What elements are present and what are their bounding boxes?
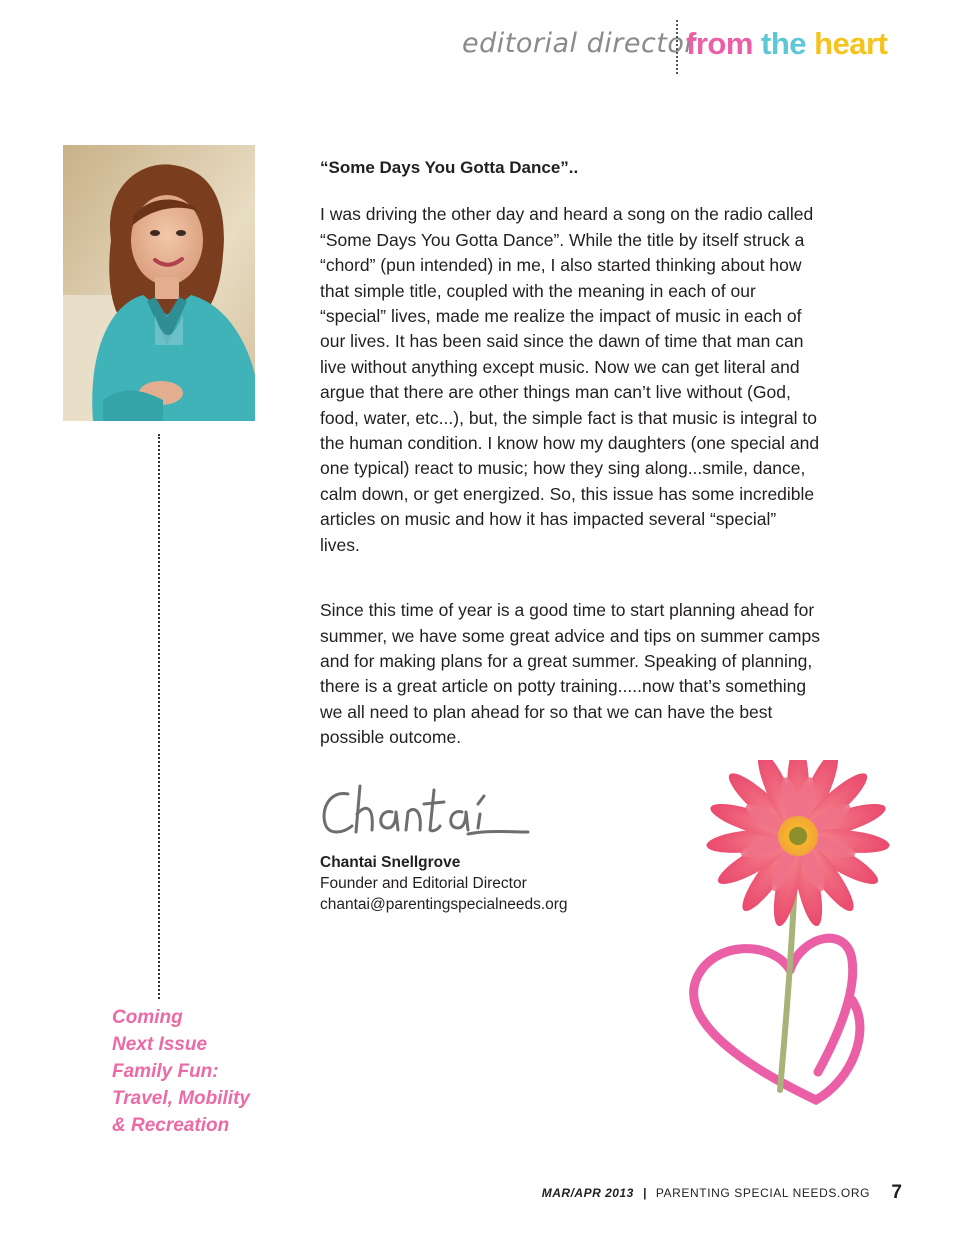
author-email[interactable]: chantai@parentingspecialneeds.org xyxy=(320,896,568,913)
handwritten-signature xyxy=(318,782,538,842)
article-paragraph-1: I was driving the other day and heard a song on the radio called “Some Days You Gotta Dance”. While the title by itself struck a “chord” (pun intended) in me, I also started thinking about how that simple title, coupled with the meaning in each of our “special” lives, made me realize the impact of music in each of our lives. It has been said since the dawn of time that man can live without anything except music. Now we can get literal and argue that there are other things man can’t live without (God, food, water, etc...), but, the simple fact is that music is integral to the human condition. I know how my daughters (one special and one typical) react to music; how they sing along...smile, dance, calm down, or get energized. So, this issue has some incredible articles on music and how it has impacted several “special” lives. xyxy=(320,204,820,555)
coming-next-line: Next Issue xyxy=(112,1034,208,1055)
page-footer xyxy=(542,1182,902,1204)
footer-separator: | xyxy=(643,1186,647,1200)
coming-next-line: Family Fun: xyxy=(112,1061,219,1082)
dotted-divider xyxy=(158,434,160,999)
article-paragraph-2: Since this time of year is a good time to start planning ahead for summer, we have some great advice and tips on summer camps and for making plans for a great summer. Speaking of planning, there is a great article on potty training.....now that’s something we all need to plan ahead for so that we can have the best possible outcome. xyxy=(320,600,820,748)
header-title-part-the: the xyxy=(761,26,815,61)
header-title-part-heart: heart xyxy=(814,26,888,61)
header-title xyxy=(686,26,887,62)
portrait-photo xyxy=(63,145,255,421)
signature-block xyxy=(320,852,568,915)
author-name: Chantai Snellgrove xyxy=(320,854,461,871)
site-name: PARENTING SPECIAL NEEDS.ORG xyxy=(655,1186,871,1200)
issue-date: MAR/APR 2013 xyxy=(541,1186,634,1200)
section-label: editorial director xyxy=(462,28,696,59)
article xyxy=(320,155,820,791)
coming-next-line: & Recreation xyxy=(112,1115,230,1136)
flower-heart-illustration xyxy=(672,760,928,1112)
page-number: 7 xyxy=(891,1182,902,1203)
coming-next-issue xyxy=(112,1004,250,1139)
coming-next-line: Travel, Mobility xyxy=(112,1088,250,1109)
header-title-part-from: from xyxy=(686,26,761,61)
article-title: “Some Days You Gotta Dance”.. xyxy=(320,158,579,177)
author-role: Founder and Editorial Director xyxy=(320,875,527,892)
header-divider xyxy=(676,20,678,74)
coming-next-line: Coming xyxy=(112,1007,183,1028)
